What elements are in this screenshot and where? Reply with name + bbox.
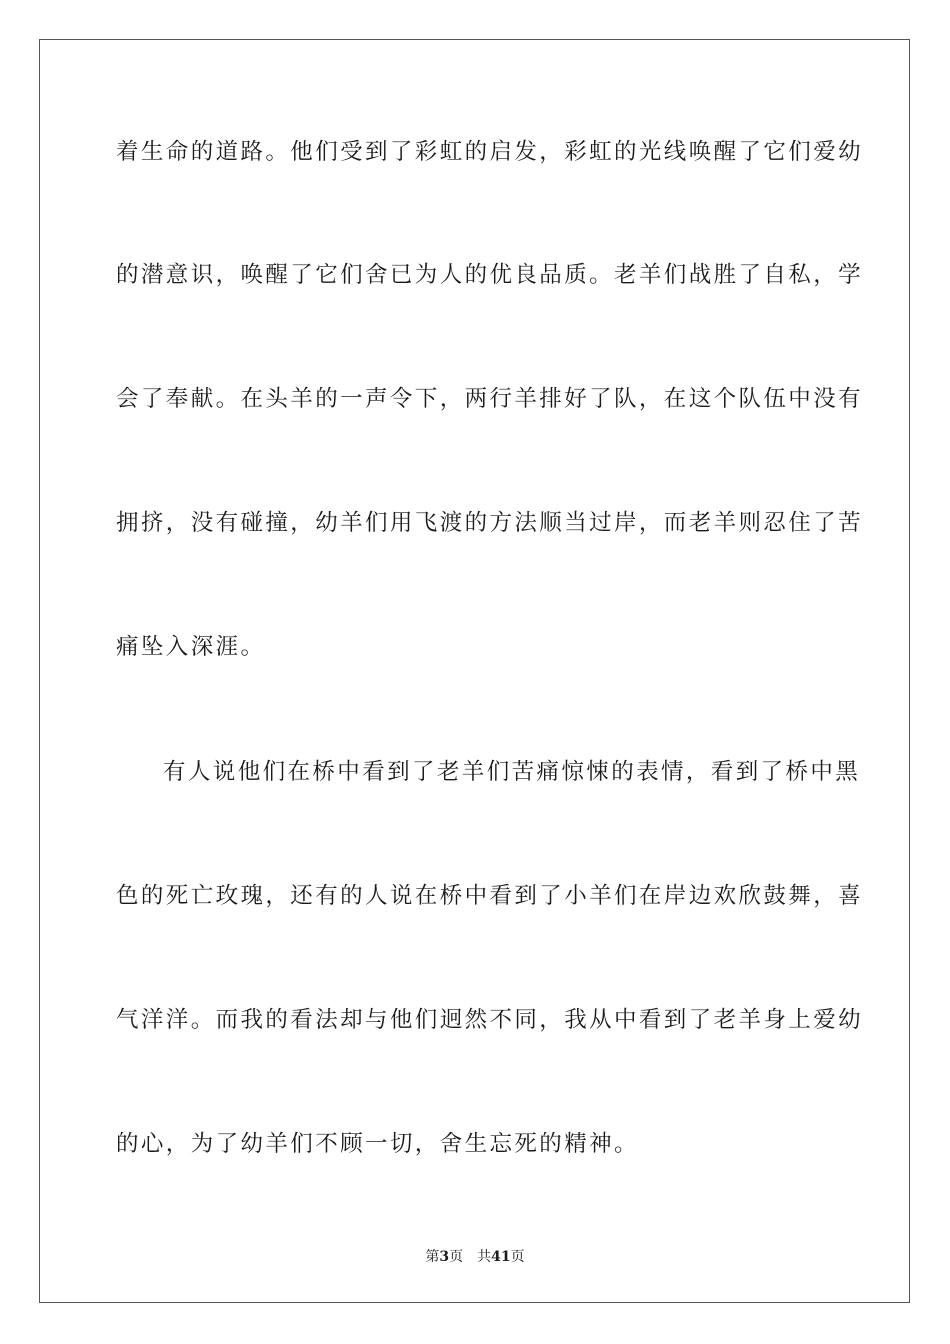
text-line: 会了奉献。在头羊的一声令下，两行羊排好了队，在这个队伍中没有 xyxy=(116,386,864,412)
text-line: 痛坠入深涯。 xyxy=(116,634,266,660)
text-line: 气洋洋。而我的看法却与他们迥然不同，我从中看到了老羊身上爱幼 xyxy=(116,1007,864,1033)
page-border xyxy=(39,39,910,1303)
total-suffix: 页 xyxy=(510,1249,525,1265)
text-line: 拥挤，没有碰撞，幼羊们用飞渡的方法顺当过岸，而老羊则忍住了苦 xyxy=(116,510,864,536)
text-line: 的心，为了幼羊们不顾一切，舍生忘死的精神。 xyxy=(116,1131,639,1157)
total-prefix: 共 xyxy=(477,1249,492,1265)
total-pages: 41 xyxy=(491,1249,511,1265)
text-line: 的潜意识，唤醒了它们舍已为人的优良品质。老羊们战胜了自私，学 xyxy=(116,262,864,288)
page-number: 3 xyxy=(439,1249,450,1265)
page-suffix: 页 xyxy=(449,1249,464,1265)
page-prefix: 第 xyxy=(425,1249,440,1265)
text-line: 色的死亡玫瑰，还有的人说在桥中看到了小羊们在岸边欢欣鼓舞，喜 xyxy=(116,883,864,909)
paragraph-first-line: 有人说他们在桥中看到了老羊们苦痛惊悚的表情，看到了桥中黑 xyxy=(163,759,861,785)
page-footer xyxy=(0,1248,950,1266)
text-line: 着生命的道路。他们受到了彩虹的启发，彩虹的光线唤醒了它们爱幼 xyxy=(116,139,864,165)
